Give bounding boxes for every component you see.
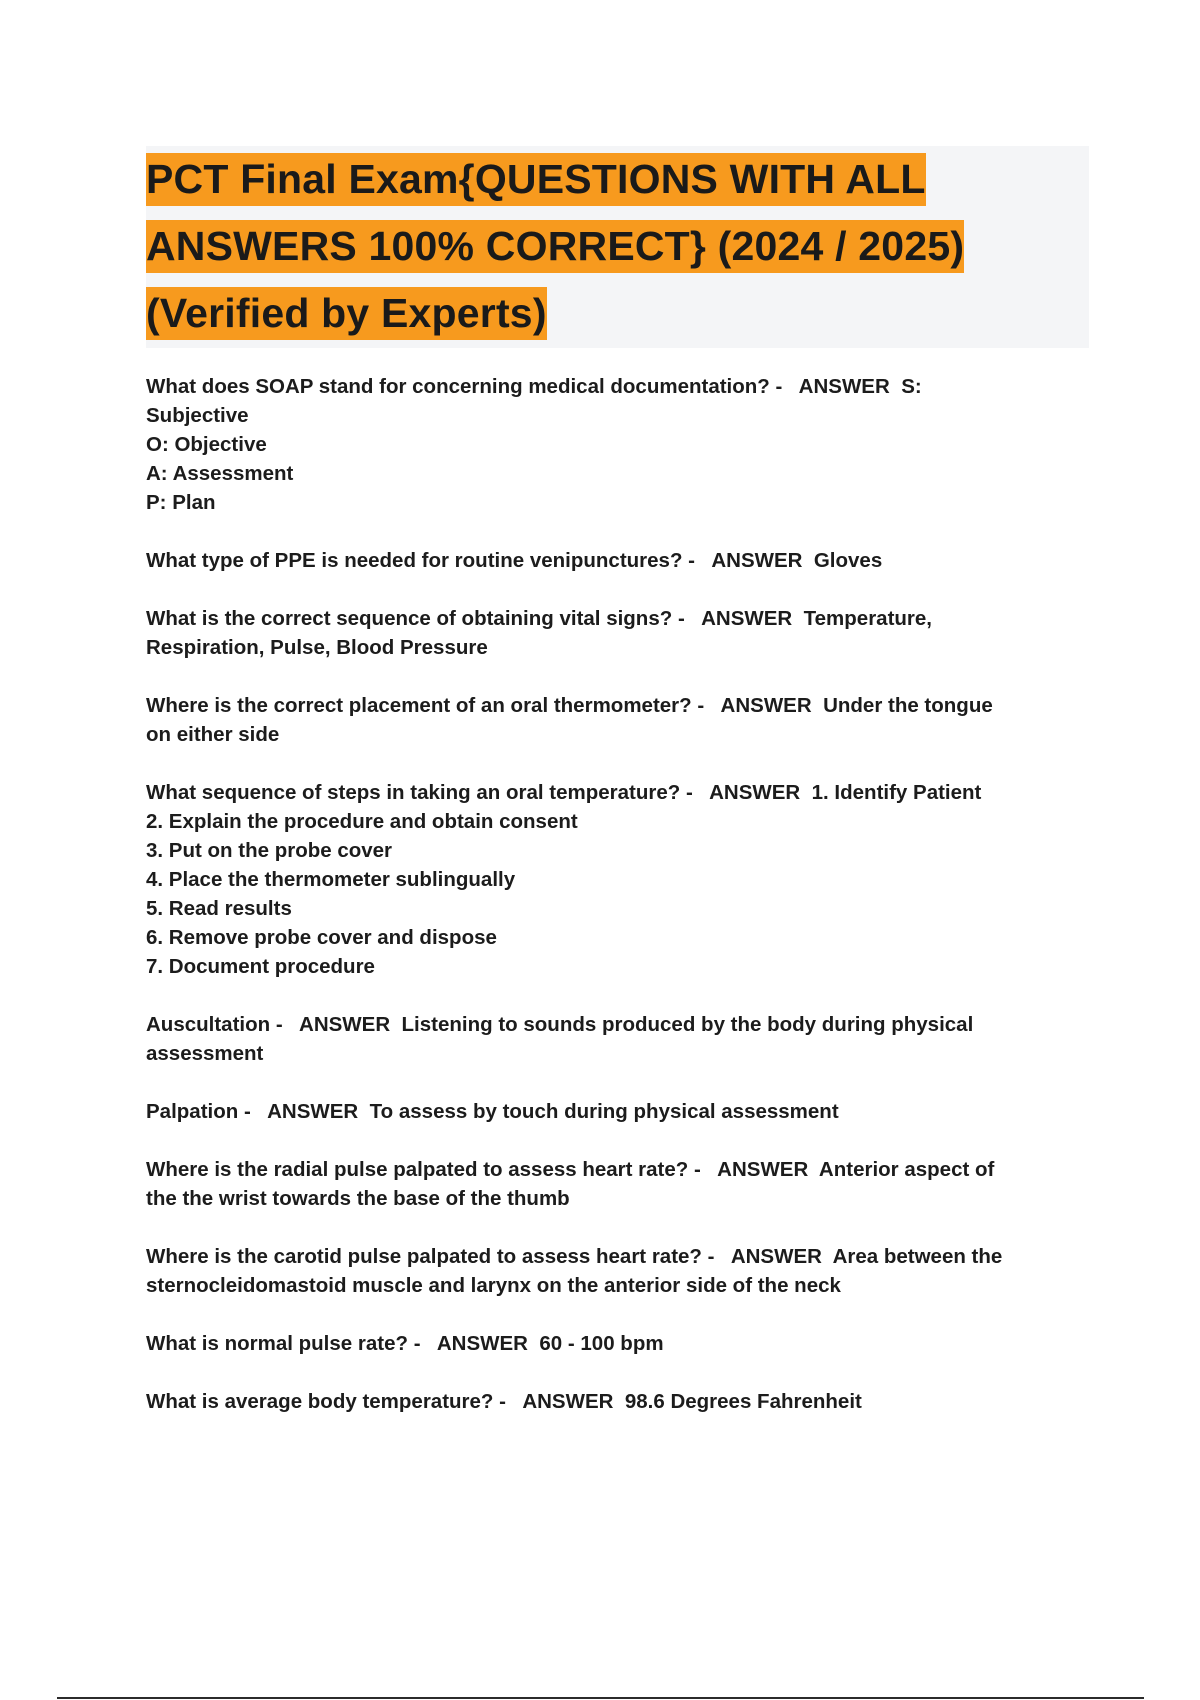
answer-label: ANSWER xyxy=(267,1100,359,1123)
answer-label: ANSWER xyxy=(701,607,793,630)
qa-item xyxy=(146,546,1086,575)
answer-label: ANSWER xyxy=(720,694,812,717)
answer-label: ANSWER xyxy=(711,549,803,572)
question-text: Where is the correct placement of an oral thermometer? xyxy=(146,694,692,717)
qa-item xyxy=(146,1387,1086,1416)
answer-label: ANSWER xyxy=(299,1013,391,1036)
answer-text: To assess by touch during physical assessment xyxy=(369,1100,839,1123)
question-separator: - xyxy=(408,1332,437,1355)
answer-text: Temperature, Respiration, Pulse, Blood Pressure xyxy=(146,607,932,659)
qa-item xyxy=(146,778,1086,981)
question-separator: - xyxy=(672,607,702,630)
qa-item xyxy=(146,1155,1086,1213)
question-text: Palpation xyxy=(146,1100,239,1123)
answer-text: Gloves xyxy=(813,549,883,572)
answer-text: Under the tongue on either side xyxy=(146,694,993,746)
question-text: What sequence of steps in taking an oral temperature? xyxy=(146,781,681,804)
qa-item xyxy=(146,1097,1086,1126)
answer-label: ANSWER xyxy=(522,1390,614,1413)
question-text: What is average body temperature? xyxy=(146,1390,494,1413)
document-title xyxy=(146,146,1089,347)
question-text: Where is the carotid pulse palpated to assess heart rate? xyxy=(146,1245,702,1268)
answer-label: ANSWER xyxy=(798,375,890,398)
answer-label: ANSWER xyxy=(709,781,801,804)
answer-text: Anterior aspect of the the wrist towards the base of the thumb xyxy=(146,1158,995,1210)
title-highlight: PCT Final Exam{QUESTIONS WITH ALL ANSWERS 100% CORRECT} (2024 / 2025) (Verified by Experts) xyxy=(146,153,964,340)
answer-label: ANSWER xyxy=(436,1332,528,1355)
answer-text: Area between the sternocleidomastoid muscle and larynx on the anterior side of the neck xyxy=(146,1245,1003,1297)
question-text: Auscultation xyxy=(146,1013,271,1036)
question-separator: - xyxy=(682,549,712,572)
qa-item xyxy=(146,1010,1086,1068)
question-separator: - xyxy=(238,1100,268,1123)
title-block xyxy=(146,146,1089,348)
answer-text: 1. Identify Patient 2. Explain the procedure and obtain consent 3. Put on the probe cover 4. Place the thermometer sublingually 5. Read results 6. Remove probe cover and dispose 7. Document procedure xyxy=(146,781,982,978)
answer-text: 60 - 100 bpm xyxy=(539,1332,664,1355)
question-text: What type of PPE is needed for routine venipunctures? xyxy=(146,549,683,572)
qa-item xyxy=(146,604,1086,662)
question-separator: - xyxy=(691,694,721,717)
question-text: What does SOAP stand for concerning medical documentation? xyxy=(146,375,770,398)
question-text: Where is the radial pulse palpated to assess heart rate? xyxy=(146,1158,689,1181)
qa-list xyxy=(146,372,1086,1445)
answer-text: 98.6 Degrees Fahrenheit xyxy=(624,1390,862,1413)
answer-text: Listening to sounds produced by the body during physical assessment xyxy=(146,1013,974,1065)
qa-item xyxy=(146,691,1086,749)
question-separator: - xyxy=(769,375,799,398)
question-separator: - xyxy=(701,1245,731,1268)
question-separator: - xyxy=(688,1158,718,1181)
question-separator: - xyxy=(270,1013,300,1036)
footer-divider xyxy=(57,1697,1144,1699)
qa-item xyxy=(146,372,1086,517)
answer-label: ANSWER xyxy=(730,1245,822,1268)
question-text: What is normal pulse rate? xyxy=(146,1332,408,1355)
answer-text: S: Subjective O: Objective A: Assessment P: Plan xyxy=(146,375,922,514)
qa-item xyxy=(146,1329,1086,1358)
question-separator: - xyxy=(493,1390,523,1413)
qa-item xyxy=(146,1242,1086,1300)
question-separator: - xyxy=(680,781,710,804)
question-text: What is the correct sequence of obtaining vital signs? xyxy=(146,607,673,630)
answer-label: ANSWER xyxy=(717,1158,809,1181)
